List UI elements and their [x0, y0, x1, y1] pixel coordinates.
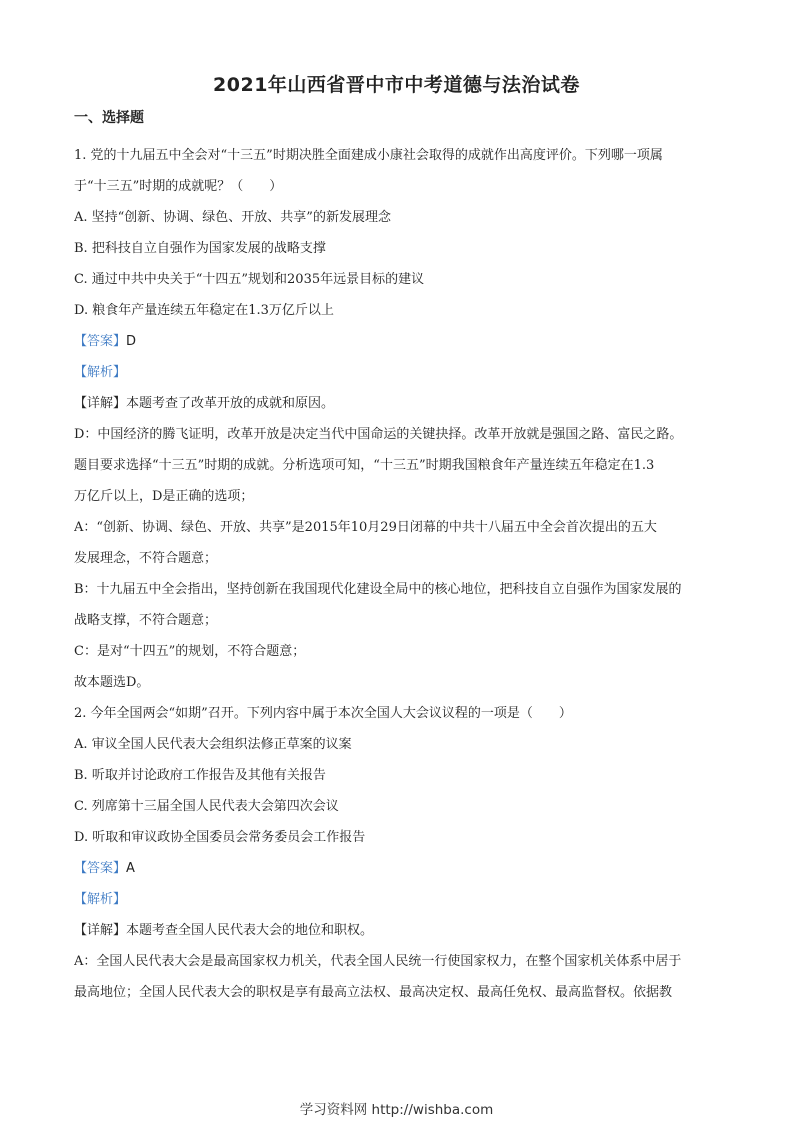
text-line: 最高地位；全国人民代表大会的职权是享有最高立法权、最高决定权、最高任免权、最高监督权。依据教	[74, 985, 673, 1000]
page-title: 2021年山西省晋中市中考道德与法治试卷	[213, 74, 580, 96]
text-line: 【详解】本题考查全国人民代表大会的地位和职权。	[74, 923, 374, 938]
analysis-tag: 【解析】	[74, 365, 127, 380]
footer-watermark: 学习资料网 http://wishba.com	[299, 1102, 494, 1118]
text-line: 发展理念，不符合题意；	[74, 551, 218, 566]
answer-line	[74, 326, 724, 357]
text-line: A. 审议全国人民代表大会组织法修正草案的议案	[74, 737, 352, 752]
text-line: 题目要求选择“十三五”时期的成就。分析选项可知，“十三五”时期我国粮食年产量连续五年稳定在1.3	[74, 458, 655, 473]
answer-value: A	[126, 861, 135, 876]
text-line: B：十九届五中全会指出，坚持创新在我国现代化建设全局中的核心地位，把科技自立自强作为国家发展的	[74, 582, 682, 597]
text-line: 1. 党的十九届五中全会对“十三五”时期决胜全面建成小康社会取得的成就作出高度评价。下列哪一项属	[74, 148, 663, 163]
analysis-tag: 【解析】	[74, 892, 127, 907]
text-line: B. 听取并讨论政府工作报告及其他有关报告	[74, 768, 326, 783]
text-line: D. 粮食年产量连续五年稳定在1.3万亿斤以上	[74, 303, 334, 318]
answer-line	[74, 853, 724, 884]
answer-tag: 【答案】	[74, 334, 127, 349]
document-body	[74, 108, 724, 1008]
text-line: 【详解】本题考查了改革开放的成就和原因。	[74, 396, 335, 411]
text-line: 故本题选D。	[74, 675, 150, 690]
analysis-line	[74, 357, 724, 388]
text-line: B. 把科技自立自强作为国家发展的战略支撑	[74, 241, 326, 256]
text-line: C. 通过中共中央关于“十四五”规划和2035年远景目标的建议	[74, 272, 425, 287]
text-line: 2. 今年全国两会“如期”召开。下列内容中属于本次全国人大会议议程的一项是（ ）	[74, 706, 572, 721]
text-line: 战略支撑，不符合题意；	[74, 613, 218, 628]
analysis-line	[74, 884, 724, 915]
answer-value: D	[126, 334, 137, 349]
text-line: A：“创新、协调、绿色、开放、共享”是2015年10月29日闭幕的中共十八届五中全会首次提出的五大	[74, 520, 657, 535]
text-line: C：是对“十四五”的规划，不符合题意；	[74, 644, 306, 659]
text-line: A. 坚持“创新、协调、绿色、开放、共享”的新发展理念	[74, 210, 391, 225]
text-line: D. 听取和审议政协全国委员会常务委员会工作报告	[74, 830, 366, 845]
answer-tag: 【答案】	[74, 861, 127, 876]
text-lines	[74, 140, 724, 1008]
text-line: 于“十三五”时期的成就呢？（ ）	[74, 179, 283, 194]
text-line: A：全国人民代表大会是最高国家权力机关，代表全国人民统一行使国家权力，在整个国家机关体系中居于	[74, 954, 682, 969]
text-line: D：中国经济的腾飞证明，改革开放是决定当代中国命运的关键抉择。改革开放就是强国之路、富民之路。	[74, 427, 683, 442]
text-line: 万亿斤以上，D是正确的选项；	[74, 489, 254, 504]
text-line: C. 列席第十三届全国人民代表大会第四次会议	[74, 799, 339, 814]
section-heading: 一、选择题	[74, 110, 144, 126]
